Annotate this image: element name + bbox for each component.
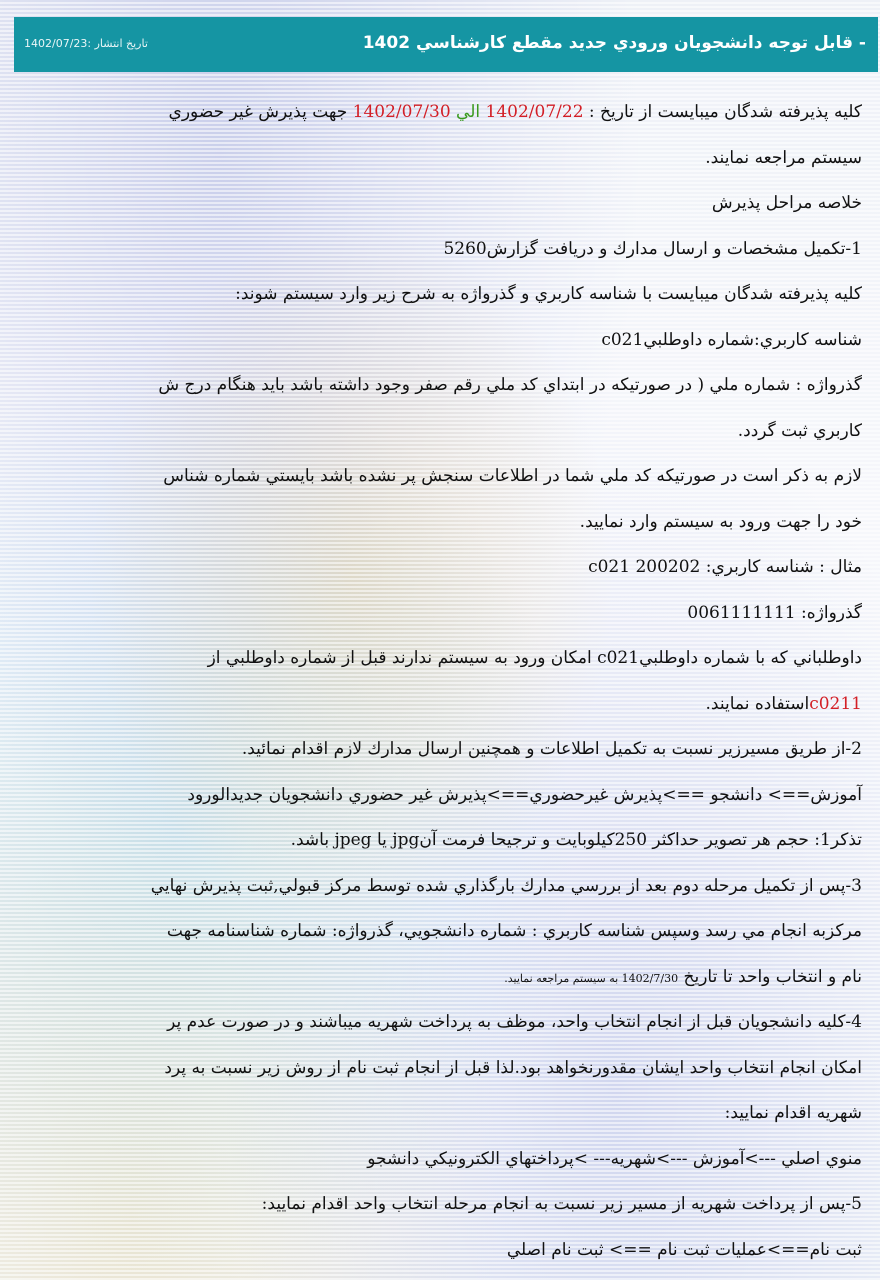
registration-path: ثبت نام==>عمليات ثبت نام ==> ثبت نام اصلي [506, 1239, 862, 1260]
body-line: امكان انجام انتخاب واحد ايشان مقدورنخواهد بود.لذا قبل از انجام ثبت نام از روش زير نسبت به پرد [164, 1057, 862, 1078]
body-line: نام و انتخاب واحد تا تاريخ 1402/7/30 به سيستم مراجعه نماييد. [504, 966, 862, 987]
step-3: 3-پس از تكميل مرحله دوم بعد از بررسي مدارك بارگذاري شده توسط مركز قبولي,ثبت پذيرش نهايي [150, 875, 862, 896]
end-date: 1402/07/30 [352, 102, 451, 122]
announcement-header [14, 17, 878, 72]
body-line: كليه پذيرفته شدگان ميبايست با شناسه كاربري و گذرواژه به شرح زير وارد سيستم شوند: [235, 284, 862, 304]
date-separator: الي [456, 102, 481, 122]
password-info: گذرواژه : شماره ملي ( در صورتيكه در ابتداي كد ملي رقم صفر وجود داشته باشد بايد هنگام درج ش [158, 375, 862, 395]
body-line: كاربري ثبت گردد. [737, 420, 862, 441]
example-password: گذرواژه: 0061111111 [687, 602, 862, 623]
body-line: داوطلباني كه با شماره داوطلبيc021 امكان ورود به سيستم ندارند قبل از شماره داوطلبي از [207, 648, 862, 668]
publish-date: تاريخ انتشار :1402/07/23 [24, 37, 148, 50]
body-line: كليه پذيرفته شدگان ميبايست از تاريخ : 1402/07/22 الي 1402/07/30 جهت پذيرش غير حضوري [168, 102, 862, 122]
body-line: c0211استفاده نمايند. [705, 693, 862, 714]
section-heading: خلاصه مراحل پذيرش [711, 193, 862, 213]
step-2: 2-از طريق مسيرزير نسبت به تكميل اطلاعات و همچنين ارسال مدارك لازم اقدام نمائيد. [241, 739, 862, 759]
menu-path: آموزش==> دانشجو ==>پذيرش غيرحضوري==>پذيرش غير حضوري دانشجويان جديدالورود [187, 784, 862, 805]
body-line: شهريه اقدام نماييد: [724, 1103, 862, 1123]
username-info: شناسه كاربري:شماره داوطلبيc021 [601, 329, 862, 350]
body-line: سيستم مراجعه نمايند. [705, 147, 862, 168]
announcement-title: - قابل توجه دانشجويان ورودي جديد مقطع كارشناسي 1402 [362, 33, 866, 53]
body-line: لازم به ذكر است در صورتيكه كد ملي شما در اطلاعات سنجش پر نشده باشد بايستي شماره شناس [163, 466, 862, 486]
example-username: مثال : شناسه كاربري: 200202 c021 [588, 557, 862, 577]
prefix-code: c0211 [809, 693, 862, 714]
body-line: مركزبه انجام مي رسد وسپس شناسه كاربري : شماره دانشجويي، گذرواژه: شماره شناسنامه جهت [166, 921, 862, 941]
step-5: 5-پس از پرداخت شهريه از مسير زير نسبت به انجام مرحله انتخاب واحد اقدام نماييد: [261, 1194, 862, 1214]
tuition-path: منوي اصلي --->آموزش --->شهريه--- >پرداختهاي الكترونيكي دانشجو [367, 1148, 862, 1169]
announcement-body [0, 90, 868, 1273]
step-1: 1-تكميل مشخصات و ارسال مدارك و دريافت گزارش5260 [443, 238, 862, 259]
note-1: تذكر1: حجم هر تصوير حداكثر 250كيلوبايت و ترجيحا فرمت آنjpg يا jpeg باشد. [290, 830, 862, 850]
start-date: 1402/07/22 [485, 102, 584, 122]
body-line: خود را جهت ورود به سيستم وارد نماييد. [579, 511, 862, 532]
step-4: 4-كليه دانشجويان قبل از انجام انتخاب واحد، موظف به پرداخت شهريه ميباشند و در صورت عدم پر [167, 1012, 862, 1032]
